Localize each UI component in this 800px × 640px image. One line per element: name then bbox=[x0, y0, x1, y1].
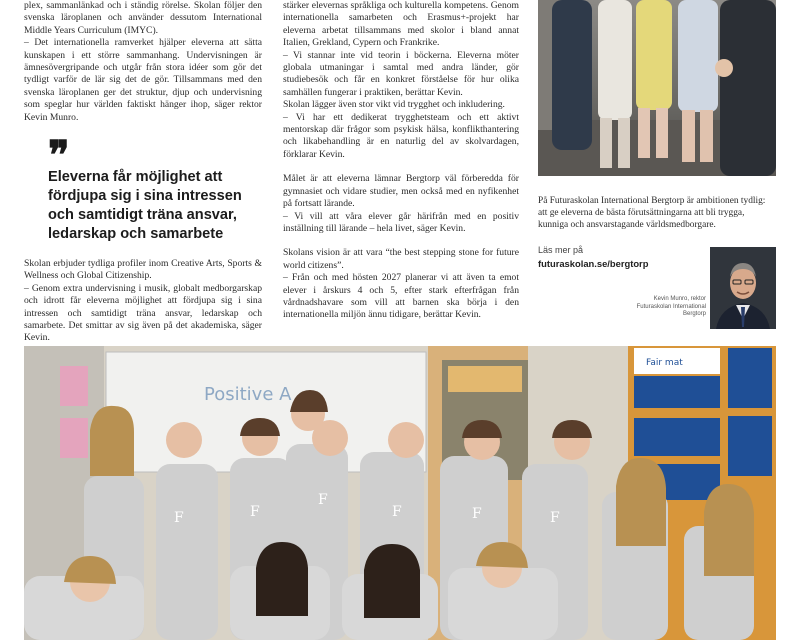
body-paragraph: Skolan lägger även stor vikt vid trygghet och inkludering. bbox=[283, 99, 505, 111]
body-paragraph: Skolans vision är att vara “the best stepping stone for future world citizens”. bbox=[283, 247, 519, 271]
hoodie-letter: F bbox=[392, 504, 402, 520]
hoodie-letter: F bbox=[318, 492, 328, 508]
hoodie-letter: F bbox=[472, 506, 482, 522]
hoodie-letter: F bbox=[250, 504, 260, 520]
read-more bbox=[538, 245, 698, 269]
portrait-caption-line: Bergtorp bbox=[682, 311, 706, 318]
classroom-illustration bbox=[24, 346, 776, 640]
hoodie-letter: F bbox=[174, 510, 184, 526]
portrait-caption-line: Futuraskolan International bbox=[636, 303, 706, 310]
body-paragraph: – Från och med hösten 2027 planerar vi att även ta emot elever i årskurs 4 och 5, efter stark efterfrågan från vårdnadshavare som vill att barnen ska börja i den internationella miljön ännu tidigare, berättar Kevin. bbox=[283, 272, 519, 321]
pull-quote bbox=[48, 132, 258, 244]
classroom-photo bbox=[24, 346, 776, 640]
body-paragraph: stärker elevernas språkliga och kulturella kompetens. Genom internationella samarbeten och Erasmus+-projekt har eleverna arbetat tillsammans med skolor i bland annat Italien, Grekland, Cypern och Frankrike. bbox=[283, 0, 519, 49]
whiteboard-text: Positive A bbox=[204, 384, 292, 405]
body-paragraph: – Genom extra undervisning i musik, globalt medborgarskap och idrott får eleverna möjlighet att fördjupa sig i sina intressen och samtidigt träna ansvar, ledarskap och samarbete. Det smittar av sig även på det akademiska, säger Kevin. bbox=[24, 282, 262, 344]
read-more-link[interactable]: futuraskolan.se/bergtorp bbox=[538, 258, 649, 269]
body-paragraph: – Vi stannar inte vid teorin i böckerna. Eleverna möter globala utmaningar i samtal med andra länder, gör studiebesök och får en konkret förståelse för hur olika samhällen fungerar i praktiken, berättar Kevin. bbox=[283, 49, 519, 98]
body-paragraph: plex, sammanlänkad och i ständig rörelse. Skolan följer den svenska läroplanen och använder dessutom International Middle Years Curriculum (IMYC). bbox=[24, 0, 262, 36]
body-paragraph: Målet är att eleverna lämnar Bergtorp väl förberedda för gymnasiet och vidare studier, men också med en nyfikenhet på fortsatt lärande. bbox=[283, 173, 519, 210]
body-paragraph: – Vi har ett dedikerat trygghetsteam och ett aktivt mentorskap där frågor som psykisk hälsa, konflikthantering och likabehandling är en naturlig del av skolvardagen, förklarar Kevin. bbox=[283, 111, 519, 160]
read-more-label: Läs mer på bbox=[538, 245, 584, 255]
body-paragraph: – Det internationella ramverket hjälper eleverna att sätta kunskapen i ett större sammanhang. Undervisningen är ämnesövergripande och utgår från stora idéer som gör det tydligt varför de lär sig det de gör. Tillsammans med den svenska läroplanen ger det struktur, djup och undervisning som speglar hur världen faktiskt hänger ihop, säger rektor Kevin Munro. bbox=[24, 37, 262, 123]
body-paragraph: – Vi vill att våra elever går härifrån med en positiv inställning till lärande – hela livet, säger Kevin. bbox=[283, 210, 519, 234]
article-column-1-lower bbox=[24, 258, 262, 345]
article-column-2 bbox=[283, 0, 519, 322]
hoodie-letter: F bbox=[550, 510, 560, 526]
photo-caption: På Futuraskolan International Bergtorp är ambitionen tydlig: att ge eleverna de bästa förutsättningarna att bli trygga, kunniga och ansvarstagande världsmedborgare. bbox=[538, 196, 766, 231]
portrait-photo bbox=[710, 247, 776, 329]
pull-quote-text: Eleverna får möjlighet att fördjupa sig i sina intressen och samtidigt träna ansvar, ledarskap och samarbete bbox=[48, 169, 242, 242]
article-column-1 bbox=[24, 0, 262, 124]
poster-header: Fair mat bbox=[646, 358, 683, 368]
portrait-caption-line: Kevin Munro, rektor bbox=[653, 296, 706, 302]
body-paragraph: Skolan erbjuder tydliga profiler inom Creative Arts, Sports & Wellness och Global Citizenship. bbox=[24, 258, 262, 282]
street-photo-illustration bbox=[538, 0, 776, 176]
street-photo bbox=[538, 0, 776, 176]
portrait-caption bbox=[600, 296, 706, 319]
quote-mark-icon: ❞ bbox=[48, 132, 70, 179]
portrait-illustration bbox=[710, 247, 776, 329]
